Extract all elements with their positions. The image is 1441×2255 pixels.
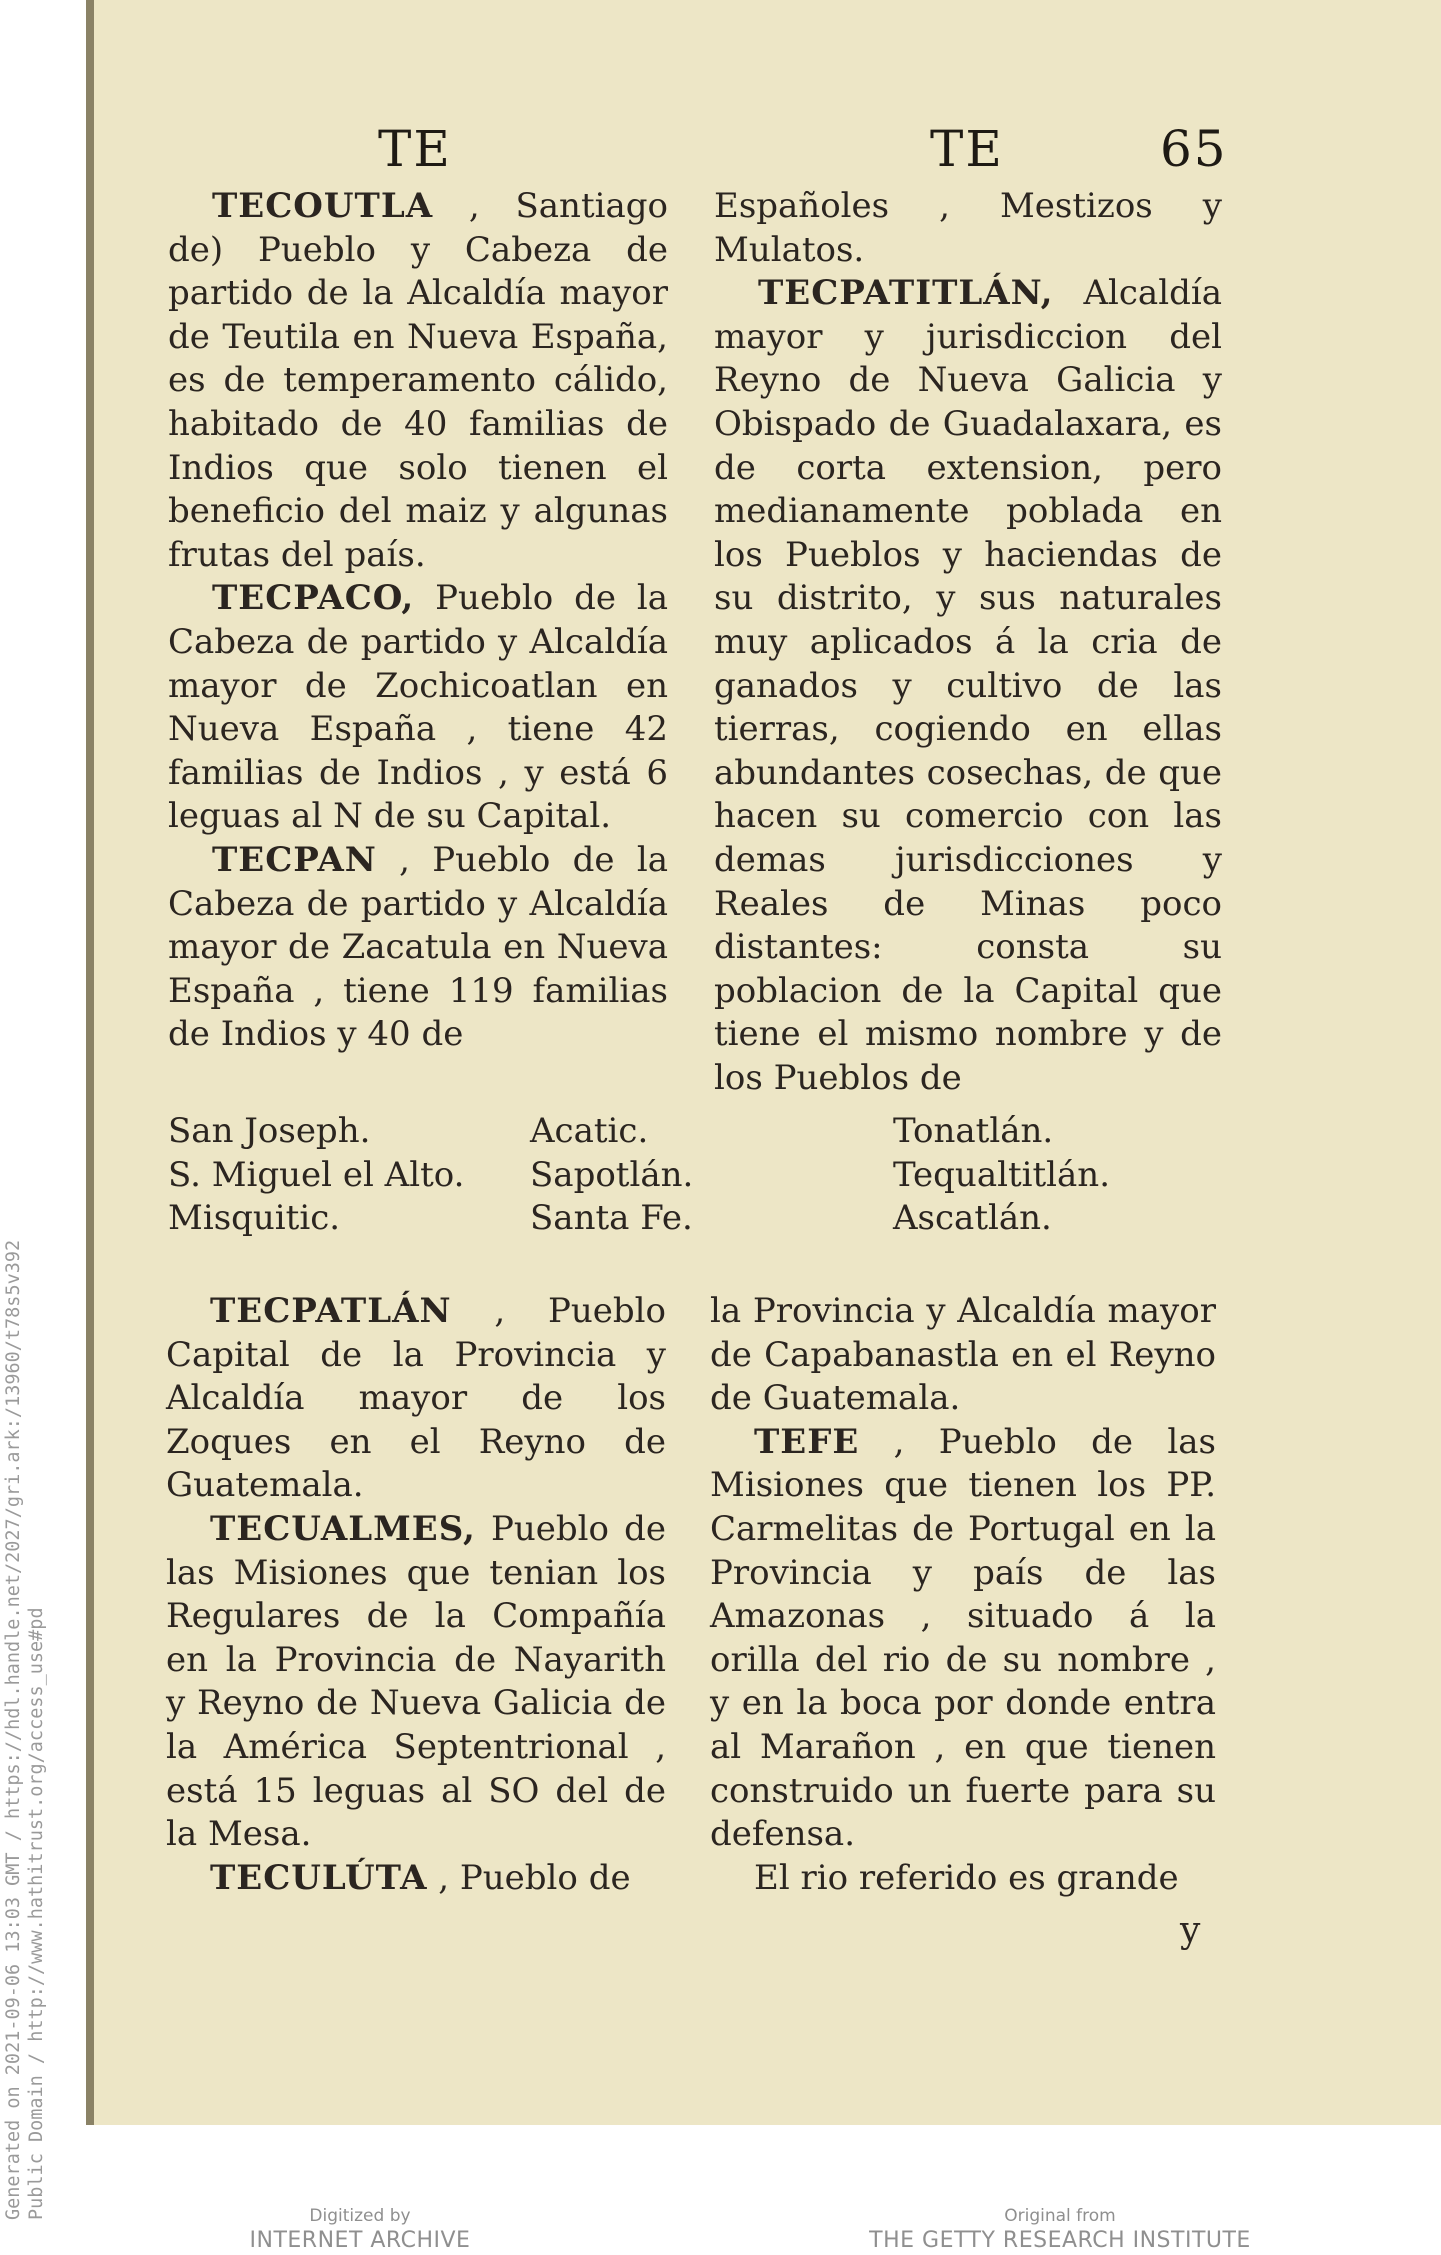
headword: TECPAN: [212, 839, 377, 880]
entry-tecpan: [168, 839, 668, 1057]
headword: TEFE: [754, 1421, 860, 1462]
place-name: San Joseph.: [168, 1111, 371, 1151]
headword: TECPACO,: [212, 578, 415, 619]
headword: TECOUTLA: [212, 186, 434, 226]
place-name: S. Miguel el Alto.: [168, 1154, 465, 1195]
stamp-line-generated: Generated on 2021-09-06 13:03 GMT / https://hdl.handle.net/2027/gri.ark:/13960/t78s5v392: [3, 1239, 24, 2220]
entry-text: , Pueblo Capital de la Provincia y Alcaldía mayor de los Zoques en el Reyno de Guatemala.: [166, 1291, 666, 1506]
paragraph-rio: [710, 1857, 1216, 1901]
headword: TECUALMES,: [210, 1508, 476, 1549]
entry-text: , Pueblo de la Cabeza de partido y Alcaldía mayor de Zacatula en Nueva España , tiene 119 familias de Indios y 40 de: [168, 839, 668, 1055]
lower-right-column: [710, 1290, 1216, 1900]
headword: TECPATITLÁN,: [758, 273, 1054, 314]
entry-text: , Santiago de) Pueblo y Cabeza de partido de la Alcaldía mayor de Teutila en Nueva España, es de temperamento cálido, habitado de 40 familias de Indios que solo tienen el beneficio del maiz y algunas frutas del país.: [168, 186, 668, 575]
headword: TECPATLÁN: [210, 1291, 452, 1331]
entry-text: , Pueblo de: [427, 1857, 631, 1898]
continuation-text: la Provincia y Alcaldía mayor de Capabanastla en el Reyno de Guatemala.: [710, 1291, 1216, 1419]
place-list-column-1: [168, 1110, 464, 1241]
footer-digitized-by: [200, 2205, 520, 2255]
lower-left-column: [166, 1290, 666, 1900]
page-edge-shadow: [86, 0, 94, 2125]
entry-text: Alcaldía mayor y jurisdiccion del Reyno de Nueva Galicia y Obispado de Guadalaxara, es de corta extension, pero medianamente poblada en los Pueblos y haciendas de su distrito, y sus naturales muy aplicados á la cria de ganados y cultivo de las tierras, cogiendo en ellas abundantes cosechas, de que hacen su comercio con las demas jurisdicciones y Reales de Minas poco distantes: consta su poblacion de la Capital que tiene el mismo nombre y de los Pueblos de: [714, 273, 1222, 1098]
entry-text: El rio referido es grande: [754, 1857, 1179, 1898]
place-name: Acatic.: [530, 1111, 649, 1151]
footer-internet-archive: INTERNET ARCHIVE: [249, 2228, 471, 2253]
entry-tecpaco: [168, 577, 668, 839]
page-number: 65: [1160, 120, 1228, 178]
footer-original-from: [850, 2205, 1270, 2255]
hathitrust-stamp: [2, 1100, 48, 2220]
left-column: [168, 185, 668, 1057]
entry-text: Pueblo de la Cabeza de partido y Alcaldía mayor de Zochicoatlan en Nueva España , tiene 42 familias de Indios , y está 6 leguas al N de su Capital.: [168, 578, 668, 837]
entry-tecpatlan: [166, 1290, 666, 1508]
place-name: Tequaltitlán.: [893, 1154, 1111, 1195]
entry-tefe: [710, 1421, 1216, 1857]
place-list: [168, 1110, 1238, 1250]
place-list-column-2: [530, 1110, 693, 1241]
entry-tecpatitlan: [714, 272, 1222, 1100]
entry-text: Pueblo de las Misiones que tenian los Regulares de la Compañía en la Provincia de Nayarith y Reyno de Nueva Galicia de la América Septentrional , está 15 leguas al SO del de la Mesa.: [166, 1508, 666, 1855]
continuation-text: Españoles , Mestizos y Mulatos.: [714, 186, 1222, 270]
footer-getty: THE GETTY RESEARCH INSTITUTE: [869, 2228, 1251, 2253]
place-name: Sapotlán.: [530, 1154, 694, 1195]
place-name: Ascatlán.: [893, 1198, 1052, 1239]
entry-teculuta: [166, 1857, 666, 1901]
place-name: Tonatlán.: [893, 1111, 1054, 1151]
entry-text: , Pueblo de las Misiones que tienen los PP. Carmelitas de Portugal en la Provincia y país de las Amazonas , situado á la orilla del rio de su nombre , y en la boca por donde entra al Marañon , en que tienen construido un fuerte para su defensa.: [710, 1421, 1216, 1855]
entry-tecoutla: [168, 185, 668, 577]
stamp-line-rights: Public Domain / http://www.hathitrust.org/access_use#pd: [26, 1607, 47, 2220]
headword: TECULÚTA: [210, 1857, 428, 1898]
running-head-left: TE: [378, 120, 452, 178]
entry-tecualmes: [166, 1508, 666, 1857]
footer-original-label: Original from: [1004, 2206, 1116, 2226]
place-name: Santa Fe.: [530, 1198, 693, 1239]
place-list-column-3: [893, 1110, 1110, 1241]
right-column: [714, 185, 1222, 1100]
footer-digitized-label: Digitized by: [309, 2206, 411, 2226]
catchword: y: [1180, 1910, 1201, 1951]
running-head-right: TE: [930, 120, 1004, 178]
place-name: Misquitic.: [168, 1198, 341, 1239]
